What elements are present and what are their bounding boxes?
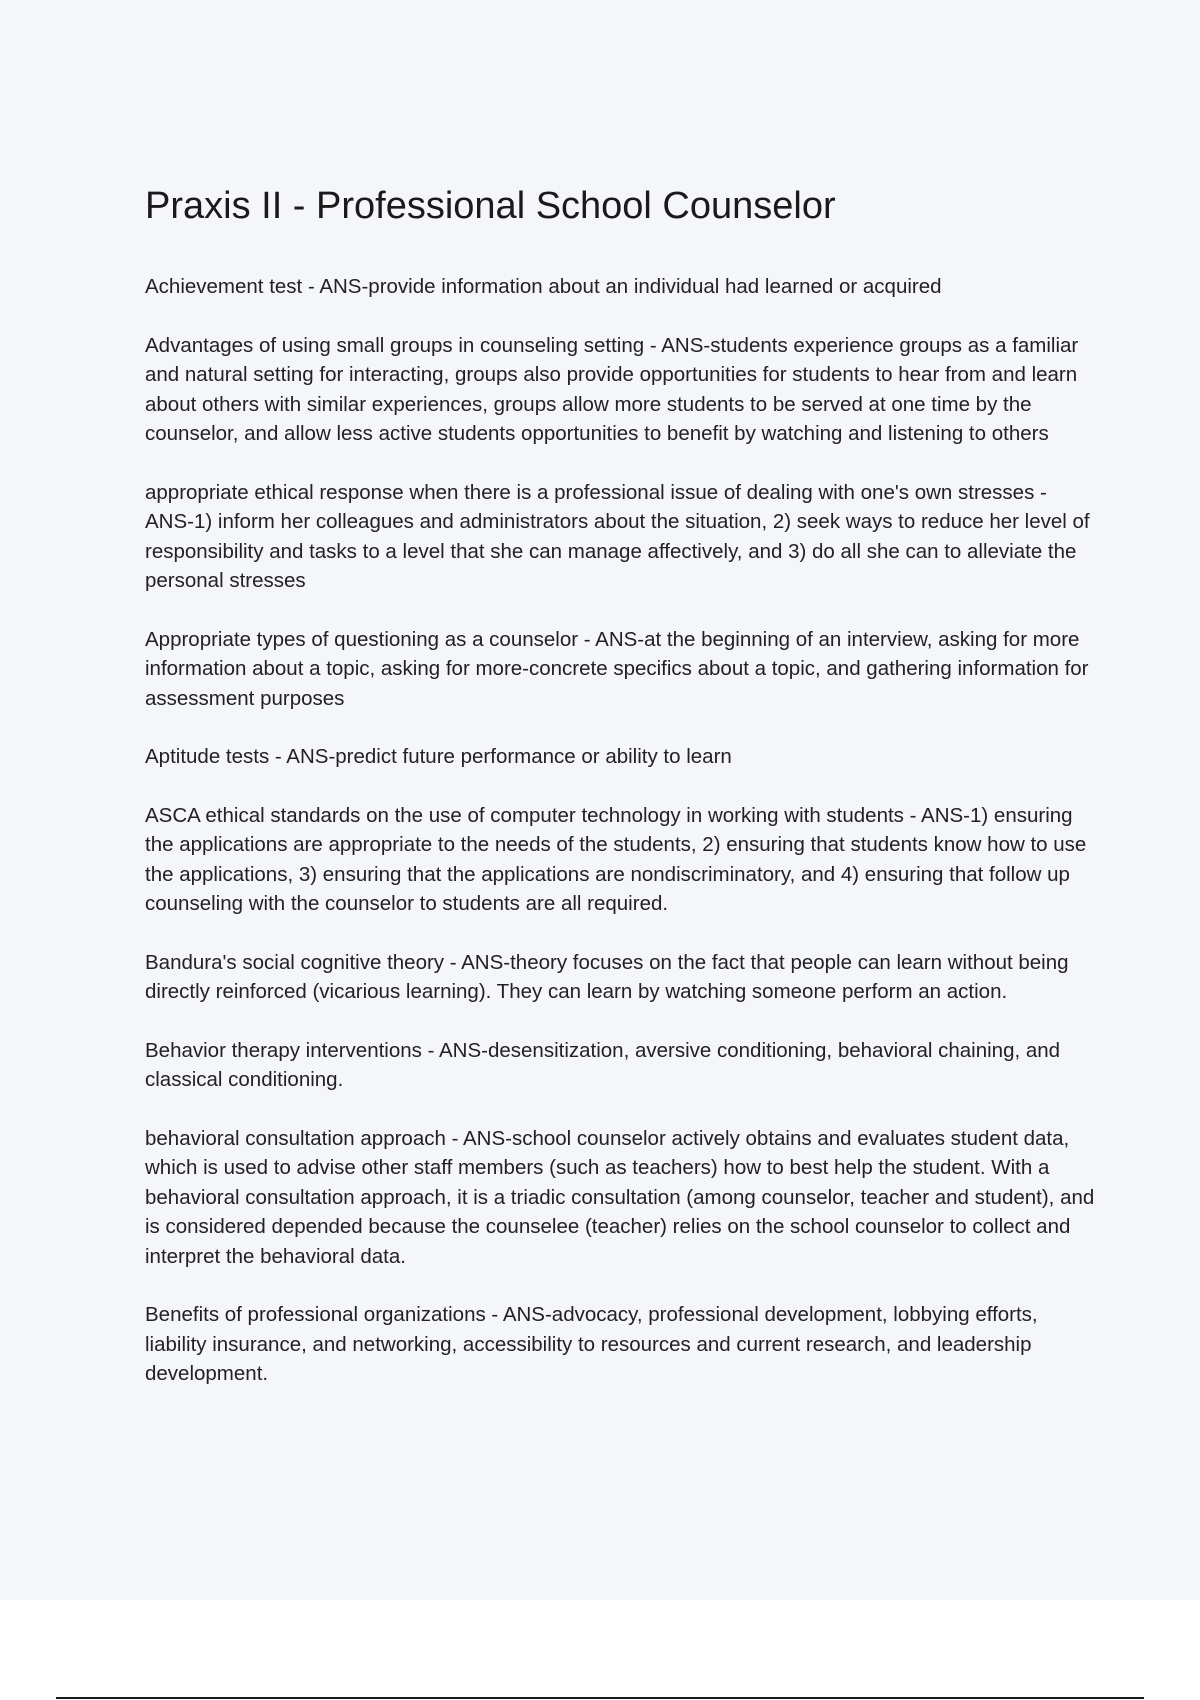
- entry-small-groups: Advantages of using small groups in counseling setting - ANS-students experience groups as a familiar and natural setting for interacting, groups also provide opportunities for students to hear from and learn about others with similar experiences, groups allow more students to be served at one time by the counselor, and allow less active students opportunities to benefit by watching and listening to others: [145, 333, 1079, 445]
- entry-ethical-response-stress: appropriate ethical response when there is a professional issue of dealing with one's own stresses - ANS-1) inform her colleagues and administrators about the situation, 2) seek ways to reduce her level of responsibility and tasks to a level that she can manage affectively, and 3) do all she can to alleviate the personal stresses: [145, 480, 1090, 592]
- entry-behavior-therapy: Behavior therapy interventions - ANS-desensitization, aversive conditioning, behavioral chaining, and classical conditioning.: [145, 1038, 1061, 1091]
- entry-questioning-types: Appropriate types of questioning as a counselor - ANS-at the beginning of an interview, asking for more information about a topic, asking for more-concrete specifics about a topic, and gathering information for assessment purposes: [145, 627, 1089, 710]
- entry-behavioral-consultation: behavioral consultation approach - ANS-school counselor actively obtains and evaluates student data, which is used to advise other staff members (such as teachers) how to best help the student. With a behavioral consultation approach, it is a triadic consultation (among counselor, teacher and student), and is considered depended because the counselee (teacher) relies on the school counselor to collect and interpret the behavioral data.: [145, 1126, 1095, 1268]
- entry-asca-technology: ASCA ethical standards on the use of computer technology in working with students - ANS-1) ensuring the applications are appropriate to the needs of the students, 2) ensuring that students know how to use the applications, 3) ensuring that the applications are nondiscriminatory, and 4) ensuring that follow up counseling with the counselor to students are all required.: [145, 803, 1087, 915]
- entry-aptitude-tests: Aptitude tests - ANS-predict future performance or ability to learn: [145, 745, 732, 768]
- page-title: Praxis II - Professional School Counselor: [145, 185, 836, 227]
- document-content: [145, 180, 1095, 1418]
- entry-bandura-theory: Bandura's social cognitive theory - ANS-theory focuses on the fact that people can learn without being directly reinforced (vicarious learning). They can learn by watching someone perform an action.: [145, 950, 1069, 1003]
- entry-achievement-test: Achievement test - ANS-provide information about an individual had learned or acquired: [145, 275, 942, 298]
- entry-professional-organizations: Benefits of professional organizations - ANS-advocacy, professional development, lobbying efforts, liability insurance, and networking, accessibility to resources and current research, and leadership development.: [145, 1303, 1038, 1385]
- footer-divider: [56, 1697, 1144, 1699]
